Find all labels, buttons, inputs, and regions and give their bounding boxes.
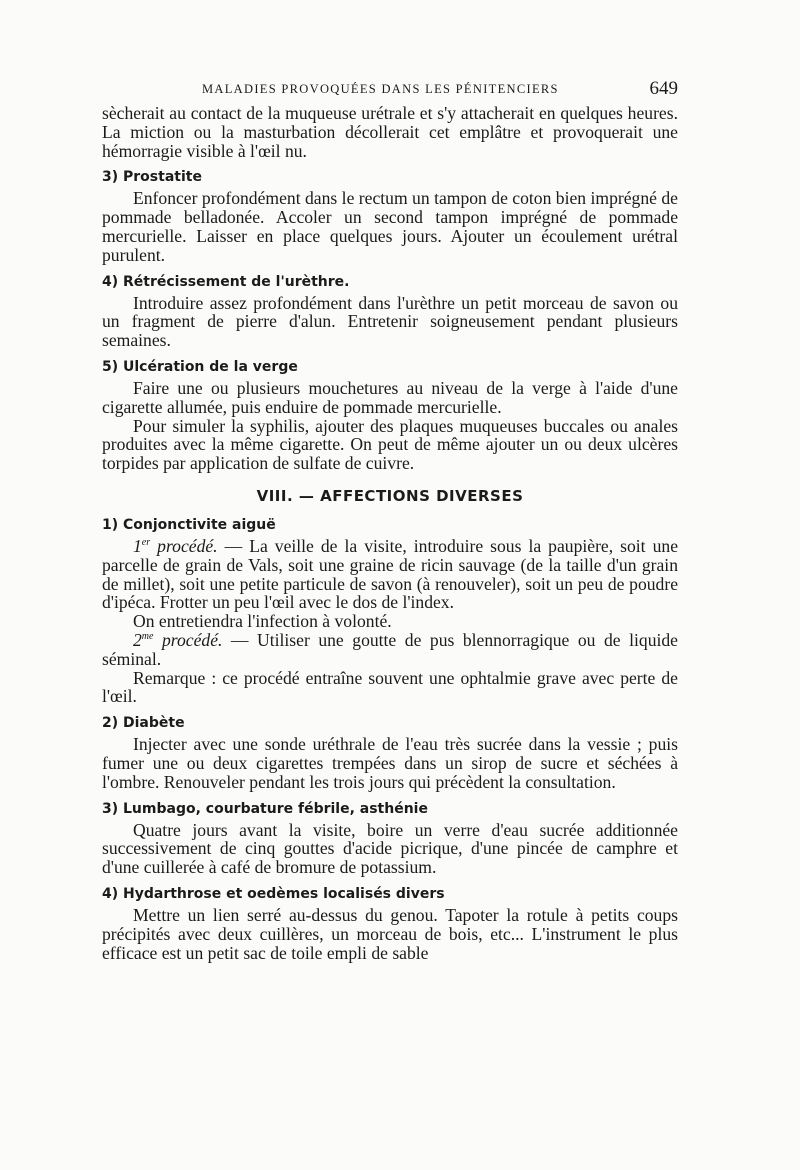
procede-superscript: er — [141, 537, 151, 549]
procede-label — [133, 536, 218, 556]
paragraph-procede-1 — [102, 537, 678, 612]
paragraph: On entretiendra l'infection à volonté. — [133, 611, 392, 632]
procede-number: 2 — [133, 629, 142, 650]
procede-text: — La veille de la visite, introduire sous la paupière, soit une parcelle de grain de Vals, soit une graine de ricin sauvage (de la taille d'un grain de millet), soit une petite particule de savon (à renouveler), soit un peu de poudre d'ipéca. Frotter un peu l'œil avec le dos de l'index. — [102, 535, 678, 613]
paragraph: Pour simuler la syphilis, ajouter des plaques muqueuses buccales ou anales produites avec la même cigarette. On peut de même ajouter un ou deux ulcères torpides par application de sulfate de cuivre. — [102, 415, 678, 474]
section-heading-hydarthrose: 4) Hydarthrose et oedèmes localisés divers — [102, 885, 445, 902]
procede-superscript: me — [141, 631, 154, 643]
section-heading-conjonctivite: 1) Conjonctivite aiguë — [102, 516, 276, 533]
procede-text: — Utiliser une goutte de pus blennorragique ou de liquide séminal. — [102, 629, 678, 669]
section-heading-retrecissement: 4) Rétrécissement de l'urèthre. — [102, 273, 350, 290]
paragraph-remarque: Remarque : ce procédé entraîne souvent une ophtalmie grave avec perte de l'œil. — [102, 667, 678, 707]
paragraph: Enfoncer profondément dans le rectum un tampon de coton bien imprégné de pommade belladonée. Accoler un second tampon imprégné de pommade mercurielle. Laisser en place quelques jours. Ajouter un écoulement urétral purulent. — [102, 188, 678, 265]
page-number: 649 — [649, 78, 678, 99]
paragraph-procede-2 — [102, 631, 678, 669]
paragraph: Introduire assez profondément dans l'urèthre un petit morceau de savon ou un fragment de pierre d'alun. Entretenir soigneusement pendant plusieurs semaines. — [102, 292, 678, 351]
paragraph: Mettre un lien serré au-dessus du genou. Tapoter la rotule à petits coups précipités avec deux cuillères, un morceau de bois, etc... L'instrument le plus efficace est un petit sac de toile empli de sable — [102, 904, 678, 963]
paragraph: Injecter avec une sonde uréthrale de l'eau très sucrée dans la vessie ; puis fumer une ou deux cigarettes trempées dans un sirop de sucre et séchées à l'ombre. Renouveler pendant les trois jours qui précèdent la consultation. — [102, 734, 678, 792]
running-header — [102, 78, 678, 102]
section-heading-ulceration: 5) Ulcération de la verge — [102, 358, 298, 375]
running-title: MALADIES PROVOQUÉES DANS LES PÉNITENCIERS — [202, 82, 559, 96]
intro-paragraph: sècherait au contact de la muqueuse urétrale et s'y attacherait en quelques heures. La miction ou la masturbation décollerait cet emplâtre et provoquerait une hémorragie visible à l'œil nu. — [102, 103, 678, 161]
procede-number: 1 — [133, 535, 142, 556]
paragraph: Quatre jours avant la visite, boire un verre d'eau sucrée additionnée successivement de cinq gouttes d'acide picrique, d'une pincée de camphre et d'une cuillerée à café de bromure de potassium. — [102, 819, 678, 878]
procede-word: procédé. — [150, 535, 218, 556]
paragraph: Faire une ou plusieurs mouchetures au niveau de la verge à l'aide d'une cigarette allumée, puis enduire de pommade mercurielle. — [102, 377, 678, 417]
section-heading-prostatite: 3) Prostatite — [102, 169, 202, 186]
procede-word: procédé. — [153, 629, 223, 650]
procede-label — [133, 630, 222, 650]
section-heading-lumbago: 3) Lumbago, courbature fébrile, asthénie — [102, 800, 428, 817]
chapter-heading: VIII. — AFFECTIONS DIVERSES — [256, 486, 524, 505]
section-heading-diabete: 2) Diabète — [102, 715, 185, 732]
